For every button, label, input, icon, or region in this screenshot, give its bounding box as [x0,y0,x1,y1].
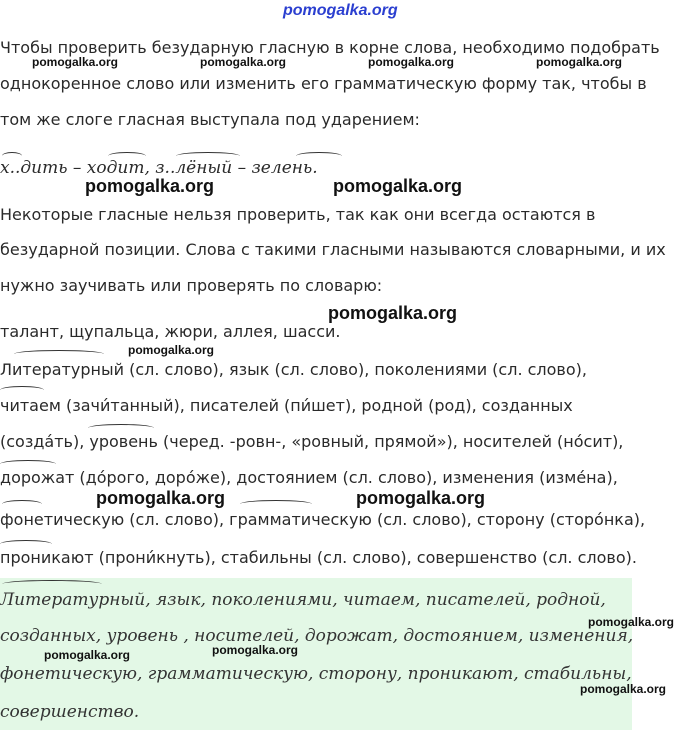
watermark: pomogalka.org [580,682,667,696]
paragraph1-line3: том же слоге гласная выступала под ударением: [0,110,420,129]
analysis-line1: Литературный (сл. слово), язык (сл. слово), поколениями (сл. слово), [0,360,587,379]
analysis-line2: читаем (зачи́танный), писателей (пи́шет), родной (род), созданных [0,396,573,415]
watermark-top: pomogalka.org [283,2,398,19]
root-arc [176,152,240,160]
watermark: pomogalka.org [333,176,463,196]
root-arc [2,580,102,588]
root-arc [2,152,22,160]
root-arc [240,500,312,508]
paragraph2-line2: безударной позиции. Слова с такими гласными называются словарными, и их [0,240,666,259]
watermark: pomogalka.org [200,55,287,69]
answer-line2: созданных, уровень , носителей, дорожат, достоянием, изменения, [0,626,634,646]
root-arc [0,460,56,468]
analysis-line6: проникают (прони́кнуть), стабильны (сл. слово), совершенство (сл. слово). [0,548,637,567]
answer-line1: Литературный, язык, поколениями, читаем, писателей, родной, [0,590,606,610]
paragraph2-line3: нужно заучивать или проверять по словарю: [0,276,383,295]
example-line: х..дить – ходит, з..лёный – зелень. [0,158,318,178]
watermark: pomogalka.org [212,643,299,657]
analysis-line5: фонетическую (сл. слово), грамматическую (сл. слово), сторону (сторо́нка), [0,510,646,529]
analysis-line4: дорожат (до́рого, доро́же), достоянием (сл. слово), изменения (изме́на), [0,468,618,487]
root-arc [0,386,44,394]
dictionary-examples: талант, щупальца, жюри, аллея, шасси. [0,322,341,341]
root-arc [2,500,42,508]
watermark: pomogalka.org [96,488,226,508]
analysis-line3: (созда́ть), уровень (черед. -ровн-, «ровный, прямой»), носителей (но́сит), [0,432,624,451]
answer-line4: совершенство. [0,702,140,722]
watermark: pomogalka.org [328,303,458,323]
paragraph1-line2: однокоренное слово или изменить его грамматическую форму так, чтобы в [0,74,647,93]
watermark: pomogalka.org [588,615,675,629]
watermark: pomogalka.org [356,488,486,508]
root-arc [14,350,104,358]
root-arc [108,152,146,160]
watermark: pomogalka.org [128,343,215,357]
root-arc [296,152,342,160]
watermark: pomogalka.org [44,648,131,662]
paragraph1-line1: Чтобы проверить безударную гласную в корне слова, необходимо подобрать [0,38,660,57]
root-arc [0,540,52,548]
root-arc [88,424,154,432]
answer-line3: фонетическую, грамматическую, сторону, проникают, стабильны, [0,664,632,684]
watermark: pomogalka.org [85,176,215,196]
watermark: pomogalka.org [32,55,119,69]
paragraph2-line1: Некоторые гласные нельзя проверить, так как они всегда остаются в [0,205,596,224]
watermark: pomogalka.org [368,55,455,69]
watermark: pomogalka.org [536,55,623,69]
